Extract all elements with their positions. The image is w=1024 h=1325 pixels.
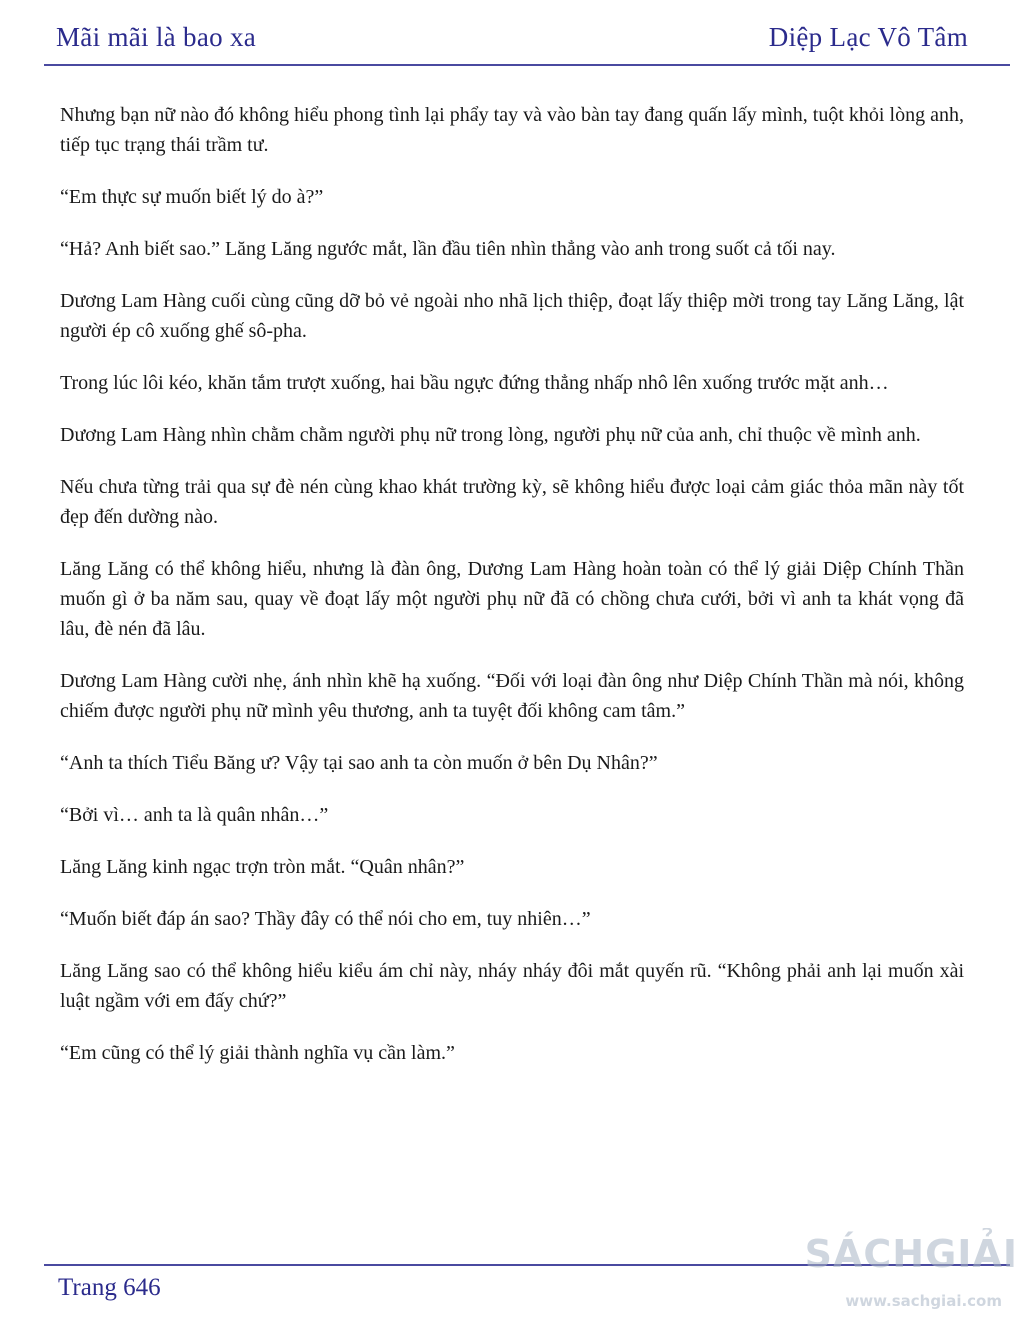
paragraph: “Muốn biết đáp án sao? Thầy đây có thể nói cho em, tuy nhiên…” bbox=[60, 908, 591, 930]
page-body bbox=[60, 100, 964, 1090]
paragraph: “Em thực sự muốn biết lý do à?” bbox=[60, 186, 324, 208]
page-header bbox=[56, 22, 968, 62]
paragraph: Nếu chưa từng trải qua sự đè nén cùng khao khát trường kỳ, sẽ không hiểu được loại cảm giác thỏa mãn này tốt đẹp đến dường nào. bbox=[60, 476, 964, 528]
watermark-logo-text: SÁCHGIẢI bbox=[804, 1232, 1018, 1276]
watermark-url: www.sachgiai.com bbox=[845, 1292, 1002, 1310]
paragraph: “Bởi vì… anh ta là quân nhân…” bbox=[60, 804, 329, 826]
paragraph: Nhưng bạn nữ nào đó không hiểu phong tình lại phẩy tay và vào bàn tay đang quấn lấy mình, tuột khỏi lòng anh, tiếp tục trạng thái trầm tư. bbox=[60, 104, 964, 156]
watermark-logo bbox=[804, 1230, 1018, 1320]
paragraph: Trong lúc lôi kéo, khăn tắm trượt xuống, hai bầu ngực đứng thẳng nhấp nhô lên xuống trước mặt anh… bbox=[60, 372, 889, 394]
paragraph: Lăng Lăng sao có thể không hiểu kiểu ám chỉ này, nháy nháy đôi mắt quyến rũ. “Không phải anh lại muốn xài luật ngầm với em đấy chứ?” bbox=[60, 960, 964, 1012]
page-number: Trang 646 bbox=[58, 1274, 161, 1301]
book-title: Mãi mãi là bao xa bbox=[56, 22, 257, 52]
paragraph: “Anh ta thích Tiểu Băng ư? Vậy tại sao anh ta còn muốn ở bên Dụ Nhân?” bbox=[60, 752, 658, 774]
paragraph: Dương Lam Hàng cuối cùng cũng dỡ bỏ vẻ ngoài nho nhã lịch thiệp, đoạt lấy thiệp mời trong tay Lăng Lăng, lật người ép cô xuống ghế sô-pha. bbox=[60, 290, 964, 342]
author-name: Diệp Lạc Vô Tâm bbox=[768, 22, 968, 52]
paragraph: Dương Lam Hàng cười nhẹ, ánh nhìn khẽ hạ xuống. “Đối với loại đàn ông như Diệp Chính Thần mà nói, không chiếm được người phụ nữ mình yêu thương, anh ta tuyệt đối không cam tâm.” bbox=[60, 670, 964, 722]
paragraph: “Hả? Anh biết sao.” Lăng Lăng ngước mắt, lần đầu tiên nhìn thẳng vào anh trong suốt cả tối nay. bbox=[60, 238, 836, 260]
paragraph: “Em cũng có thể lý giải thành nghĩa vụ cần làm.” bbox=[60, 1042, 455, 1064]
header-divider bbox=[44, 64, 1010, 66]
paragraph: Lăng Lăng có thể không hiểu, nhưng là đàn ông, Dương Lam Hàng hoàn toàn có thể lý giải Diệp Chính Thần muốn gì ở ba năm sau, quay về đoạt lấy một người phụ nữ đã có chồng chưa cưới, bởi vì anh ta khát vọng đã lâu, đè nén đã lâu. bbox=[60, 558, 964, 640]
paragraph: Lăng Lăng kinh ngạc trợn tròn mắt. “Quân nhân?” bbox=[60, 856, 465, 878]
paragraph: Dương Lam Hàng nhìn chằm chằm người phụ nữ trong lòng, người phụ nữ của anh, chỉ thuộc về mình anh. bbox=[60, 424, 921, 446]
